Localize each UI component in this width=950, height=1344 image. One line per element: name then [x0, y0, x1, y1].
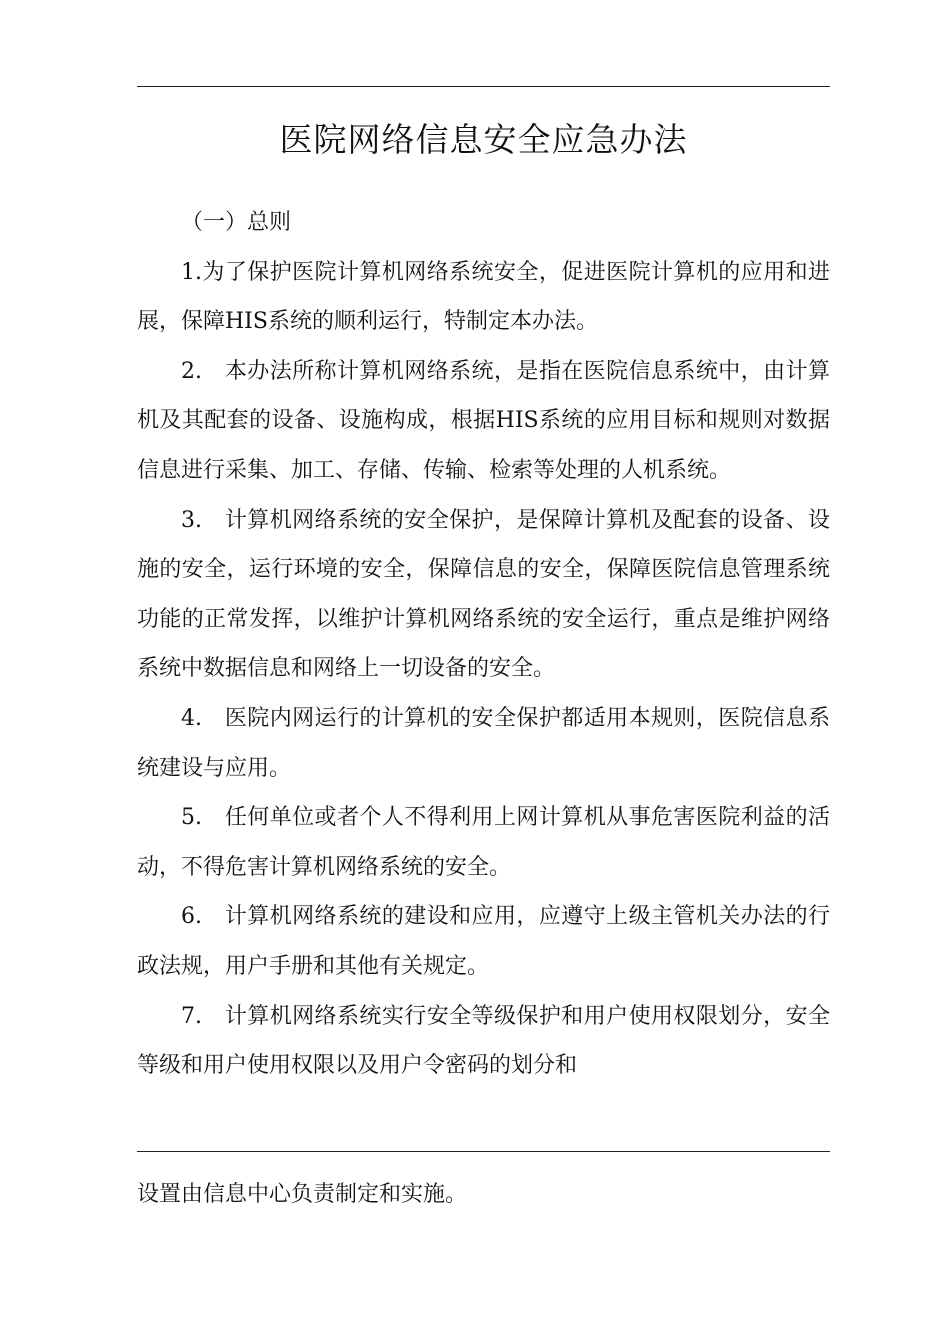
document-body [137, 198, 830, 1091]
continuation-text: 设置由信息中心负责制定和实施。 [137, 1182, 468, 1207]
page-title: 医院网络信息安全应急办法 [279, 120, 688, 159]
page-break-divider [137, 1151, 830, 1152]
paragraph-7: 7. 计算机网络系统实行安全等级保护和用户使用权限划分，安全等级和用户使用权限以及用户令密码的划分和 [137, 1003, 830, 1079]
section-heading: （一）总则 [181, 210, 292, 235]
paragraph-6: 6. 计算机网络系统的建设和应用，应遵守上级主管机关办法的行政法规，用户手册和其他有关规定。 [137, 904, 830, 979]
top-divider [137, 86, 830, 87]
paragraph-1: 1.为了保护医院计算机网络系统安全，促进医院计算机的应用和进展，保障HIS系统的顺利运行，特制定本办法。 [137, 259, 830, 335]
paragraph-5: 5. 任何单位或者个人不得利用上网计算机从事危害医院利益的活动，不得危害计算机网络系统的安全。 [137, 805, 830, 880]
paragraph-3: 3. 计算机网络系统的安全保护，是保障计算机及配套的设备、设施的安全，运行环境的安全，保障信息的安全，保障医院信息管理系统功能的正常发挥，以维护计算机网络系统的安全运行，重点是维护网络系统中数据信息和网络上一切设备的安全。 [137, 507, 830, 682]
paragraph-4: 4. 医院内网运行的计算机的安全保护都适用本规则，医院信息系统建设与应用。 [137, 705, 830, 781]
paragraph-2: 2. 本办法所称计算机网络系统，是指在医院信息系统中，由计算机及其配套的设备、设施构成，根据HIS系统的应用目标和规则对数据信息进行采集、加工、存储、传输、检索等处理的人机系统。 [137, 358, 830, 483]
